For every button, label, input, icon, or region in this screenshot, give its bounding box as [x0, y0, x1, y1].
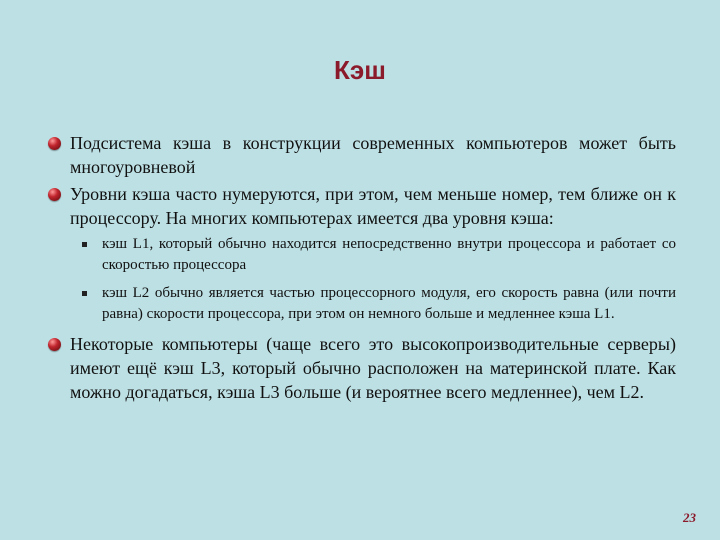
subbullet-text: кэш L2 обычно является частью процессорного модуля, его скорость равна (или почти равна) скорости процессора, при этом он немного больше и медленнее кэша L1.	[102, 285, 676, 322]
bullet-item	[48, 182, 676, 230]
red-sphere-bullet-icon	[48, 188, 61, 201]
subbullet-item	[80, 234, 676, 276]
bullet-text: Уровни кэша часто нумеруются, при этом, чем меньше номер, тем ближе он к процессору. На многих компьютерах имеется два уровня кэша:	[70, 184, 676, 228]
subbullet-text: кэш L1, который обычно находится непосредственно внутри процессора и работает со скоростью процессора	[102, 236, 676, 273]
subbullet-item	[80, 283, 676, 325]
page-number: 23	[683, 510, 696, 525]
square-bullet-icon	[82, 242, 87, 247]
slide-title: Кэш	[334, 55, 386, 85]
bullet-item	[48, 131, 676, 179]
red-sphere-bullet-icon	[48, 137, 61, 150]
bullet-text: Некоторые компьютеры (чаще всего это высокопроизводительные серверы) имеют ещё кэш L3, который обычно расположен на материнской плате. Как можно догадаться, кэша L3 больше (и вероятнее всего медленнее), чем L2.	[70, 334, 676, 402]
slide-content	[48, 131, 676, 407]
bullet-item	[48, 332, 676, 404]
red-sphere-bullet-icon	[48, 338, 61, 351]
square-bullet-icon	[82, 291, 87, 296]
bullet-text: Подсистема кэша в конструкции современных компьютеров может быть многоуровневой	[70, 133, 676, 177]
